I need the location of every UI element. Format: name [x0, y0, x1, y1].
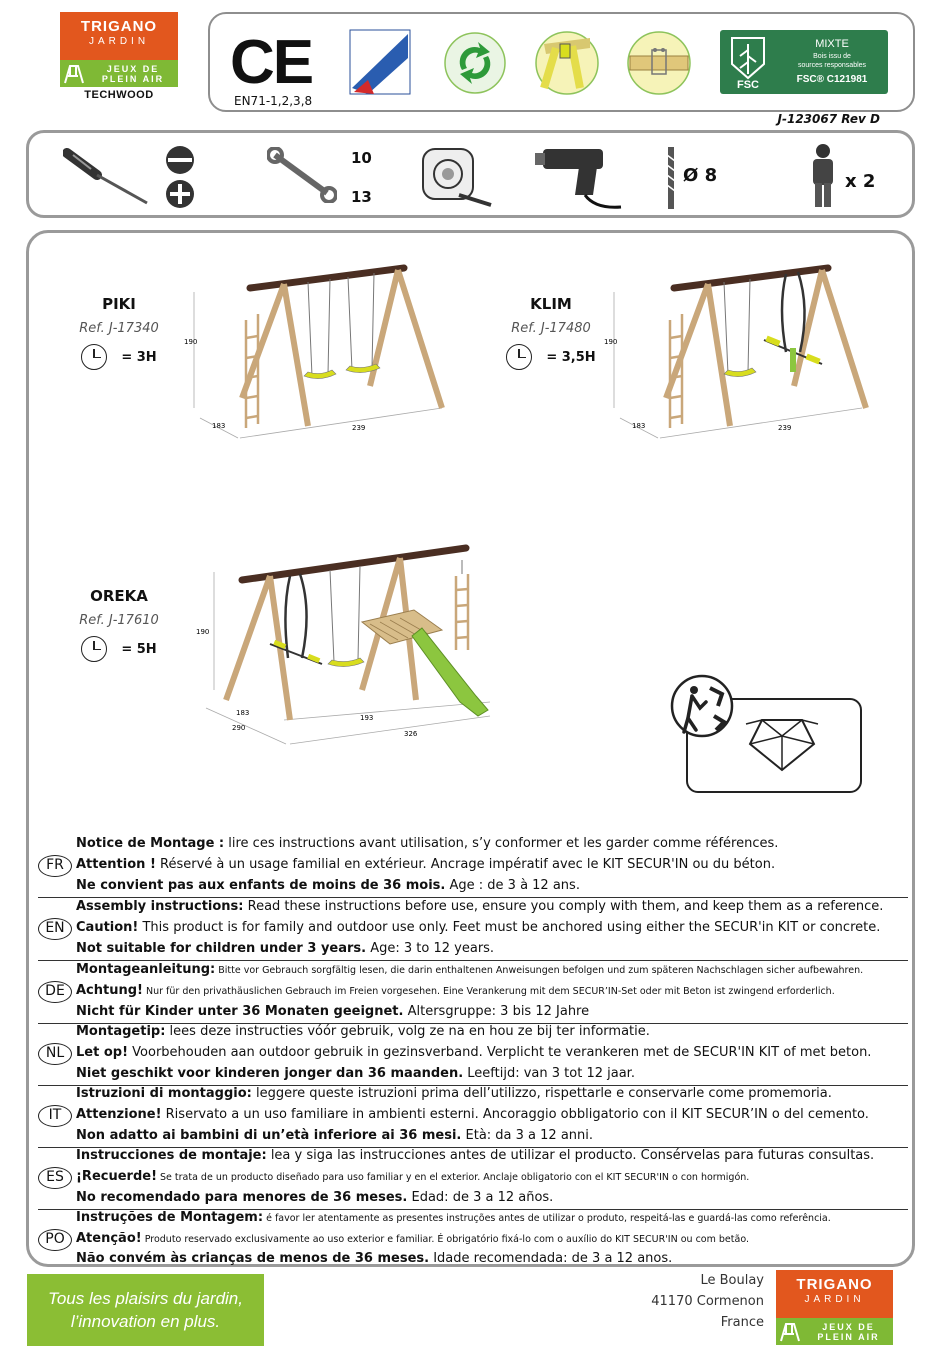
wrench-size-13: 13: [351, 188, 372, 206]
lang-line-2: Caution! This product is for family and outdoor use only. Feet must be anchored using either the SECUR'in KIT or concrete.: [76, 920, 881, 935]
brand-logo-bottom: [60, 60, 178, 87]
dim-width: 239: [352, 424, 366, 432]
assembly-time-value: = 5H: [121, 641, 157, 657]
ce-mark: CE: [230, 28, 313, 97]
brand-tagline-1: JEUX DE: [822, 1321, 875, 1332]
lang-line-1: Instrucciones de montaje: lea y siga las instrucciones antes de utilizar el producto. Consérvelas para futuras consultas.: [76, 1148, 875, 1163]
wrench-icon: [267, 147, 337, 207]
brand-subname: JARDIN: [804, 1294, 865, 1305]
drill-icon: [535, 145, 625, 215]
clock-icon: [81, 344, 107, 370]
dim-height: 190: [604, 338, 618, 346]
lang-block-de: [38, 960, 908, 1022]
dim-width-2: 326: [404, 730, 418, 738]
lang-code: ES: [38, 1167, 72, 1189]
brand-logo-bottom: [776, 1318, 893, 1345]
fsc-source-1: Bois issu de: [813, 53, 851, 60]
beam-icon: [626, 30, 692, 100]
product-ref: Ref. J-17480: [511, 321, 591, 336]
lang-line-3: Not suitable for children under 3 years. Age: 3 to 12 years.: [76, 941, 495, 956]
brand-logo-top: [60, 12, 178, 60]
lang-line-2: ¡Recuerde! Se trata de un producto diseñado para uso familiar y en el exterior. Anclaje obligatorio con el KIT SECUR'IN o con hormigón.: [76, 1169, 750, 1184]
lang-code: DE: [38, 981, 72, 1003]
assembly-time-value: = 3,5H: [546, 349, 596, 365]
lang-line-1: Notice de Montage : lire ces instructions avant utilisation, s’y conformer et les garder comme références.: [76, 836, 779, 851]
product-name: KLIM: [530, 295, 572, 313]
piki-swing-illustration: [180, 258, 460, 440]
address-line-2: 41170 Cormenon: [651, 1294, 764, 1309]
lang-code: IT: [38, 1105, 72, 1127]
oreka-swing-illustration: [190, 540, 500, 746]
brand-techwood: TECHWOOD: [84, 89, 154, 101]
brand-tagline-2: PLEIN AIR: [101, 73, 165, 84]
klim-swing-illustration: [600, 258, 880, 440]
people-count: x 2: [845, 171, 876, 192]
lang-line-2: Atenção! Produto reservado exclusivamente ao uso exterior e familiar. É obrigatório fixá-lo com o auxílio do KIT SECUR'IN ou com betão.: [76, 1231, 749, 1246]
product-oreka: [44, 587, 194, 662]
lang-line-3: Non adatto ai bambini di un’età inferiore ai 36 mesi. Età: da 3 a 12 anni.: [76, 1128, 594, 1143]
lang-block-nl: [38, 1022, 908, 1084]
dim-depth: 183: [632, 422, 646, 430]
dim-width: 239: [778, 424, 792, 432]
drill-bit-size: Ø 8: [683, 165, 718, 186]
document-reference: J-123067 Rev D: [777, 112, 880, 126]
lang-block-fr: [38, 834, 908, 896]
lang-code: FR: [38, 855, 72, 877]
standard-label: EN71-1,2,3,8: [234, 94, 313, 108]
slogan: [27, 1274, 264, 1346]
dim-depth: 183: [212, 422, 226, 430]
lang-code: PO: [38, 1229, 72, 1251]
person-icon: [809, 143, 837, 213]
brand-subname: JARDIN: [88, 36, 150, 47]
product-name: OREKA: [90, 587, 148, 605]
clock-icon: [81, 636, 107, 662]
lang-block-en: [38, 897, 908, 959]
green-dot-recycle-icon: [442, 30, 508, 100]
lang-line-1: Assembly instructions: Read these instructions before use, ensure you comply with them, and keep them as a reference.: [76, 899, 884, 914]
clock-icon: [506, 344, 532, 370]
company-address: [580, 1270, 764, 1333]
fsc-text: FSC: [737, 79, 759, 90]
fsc-tree-icon: [726, 34, 770, 90]
lang-line-3: Não convém às crianças de menos de 36 meses. Idade recomendada: de 3 a 12 anos.: [76, 1251, 673, 1266]
tools-required: [26, 130, 915, 218]
swing-bracket-icon: [534, 30, 600, 100]
wrench-size-10: 10: [351, 149, 372, 167]
lang-block-es: [38, 1146, 908, 1208]
triman-recycle-icon: [670, 672, 734, 742]
dim-height: 190: [196, 628, 210, 636]
lang-line-2: Let op! Voorbehouden aan outdoor gebruik in gezinsverband. Verplicht te verankeren met de SECUR'IN KIT of met beton.: [76, 1045, 872, 1060]
slogan-line-1: Tous les plaisirs du jardin,: [48, 1289, 243, 1308]
brand-logo: [60, 12, 178, 101]
fsc-source-2: sources responsables: [797, 62, 867, 69]
lang-code: NL: [38, 1043, 72, 1065]
origine-france-garantie-icon: [348, 28, 414, 104]
assembly-time: [44, 636, 194, 662]
lang-line-2: Achtung! Nur für den privathäuslichen Gebrauch im Freien vorgesehen. Eine Verankerung mit dem SECUR’IN-Set oder mit Beton ist zwingend erforderlich.: [76, 983, 835, 998]
swing-icon: [60, 60, 88, 87]
lang-block-it: [38, 1084, 908, 1146]
brand-tagline: [804, 1322, 893, 1342]
carton-box-icon: [742, 710, 822, 774]
lang-line-3: Nicht für Kinder unter 36 Monaten geeignet. Altersgruppe: 3 bis 12 Jahre: [76, 1004, 590, 1019]
lang-line-2: Attention ! Réservé à un usage familial en extérieur. Ancrage impératif avec le KIT SECUR'IN ou du béton.: [76, 857, 776, 872]
fsc-mixte: MIXTE: [815, 38, 849, 50]
dim-depth-1: 183: [236, 709, 250, 717]
product-ref: Ref. J-17340: [79, 321, 159, 336]
dim-width-1: 193: [360, 714, 374, 722]
footer-brand-logo: [776, 1270, 893, 1345]
address-line-3: France: [720, 1315, 764, 1330]
assembly-time: [44, 344, 194, 370]
brand-name: TRIGANO: [796, 1276, 873, 1293]
screwdriver-icon: [63, 147, 153, 211]
product-piki: [44, 295, 194, 370]
lang-line-3: Niet geschikt voor kinderen jonger dan 36 maanden. Leeftijd: van 3 tot 12 jaar.: [76, 1066, 635, 1081]
address-line-1: Le Boulay: [700, 1273, 764, 1288]
lang-line-1: Montagetip: lees deze instructies vóór gebruik, volg ze na en hou ze bij ter informatie.: [76, 1024, 650, 1039]
brand-tagline-1: JEUX DE: [106, 63, 160, 74]
brand-logo-top: [776, 1270, 893, 1318]
fsc-code: FSC® C121981: [796, 74, 868, 85]
dim-height: 190: [184, 338, 198, 346]
product-ref: Ref. J-17610: [79, 613, 159, 628]
brand-tagline: [88, 64, 178, 84]
lang-line-3: No recomendado para menores de 36 meses. Edad: de 3 a 12 años.: [76, 1190, 554, 1205]
lang-line-2: Attenzione! Riservato a un uso familiare in ambienti esterni. Ancoraggio obbligatorio con il KIT SECUR’IN o del cemento.: [76, 1107, 869, 1122]
brand-name: TRIGANO: [80, 18, 158, 35]
lang-line-1: Instruções de Montagem: é favor ler atentamente as presentes instruções antes de utilizar o produto, respeitá-las e guardá-las como referência.: [76, 1210, 831, 1225]
phillips-head-icon: [163, 179, 197, 213]
certifications-box: [208, 12, 915, 112]
lang-line-1: Istruzioni di montaggio: leggere queste istruzioni prima dell’utilizzo, rispettarle e conservarle come promemoria.: [76, 1086, 832, 1101]
swing-icon: [776, 1318, 804, 1345]
assembly-time-value: = 3H: [121, 349, 157, 365]
fsc-source: [780, 52, 884, 70]
drill-bit-icon: [665, 147, 677, 213]
flat-head-icon: [163, 145, 197, 179]
lang-block-po: [38, 1208, 908, 1270]
tape-measure-icon: [419, 145, 495, 213]
lang-code: EN: [38, 918, 72, 940]
fsc-label: [720, 30, 888, 94]
dim-depth-2: 290: [232, 724, 246, 732]
slogan-line-2: l’innovation en plus.: [70, 1312, 221, 1331]
brand-tagline-2: PLEIN AIR: [817, 1331, 880, 1342]
lang-line-1: Montageanleitung: Bitte vor Gebrauch sorgfältig lesen, die darin enthaltenen Anweisungen befolgen und zum späteren Nachschlagen sicher aufbewahren.: [76, 962, 864, 977]
product-name: PIKI: [102, 295, 136, 313]
lang-line-3: Ne convient pas aux enfants de moins de 36 mois. Age : de 3 à 12 ans.: [76, 878, 580, 893]
